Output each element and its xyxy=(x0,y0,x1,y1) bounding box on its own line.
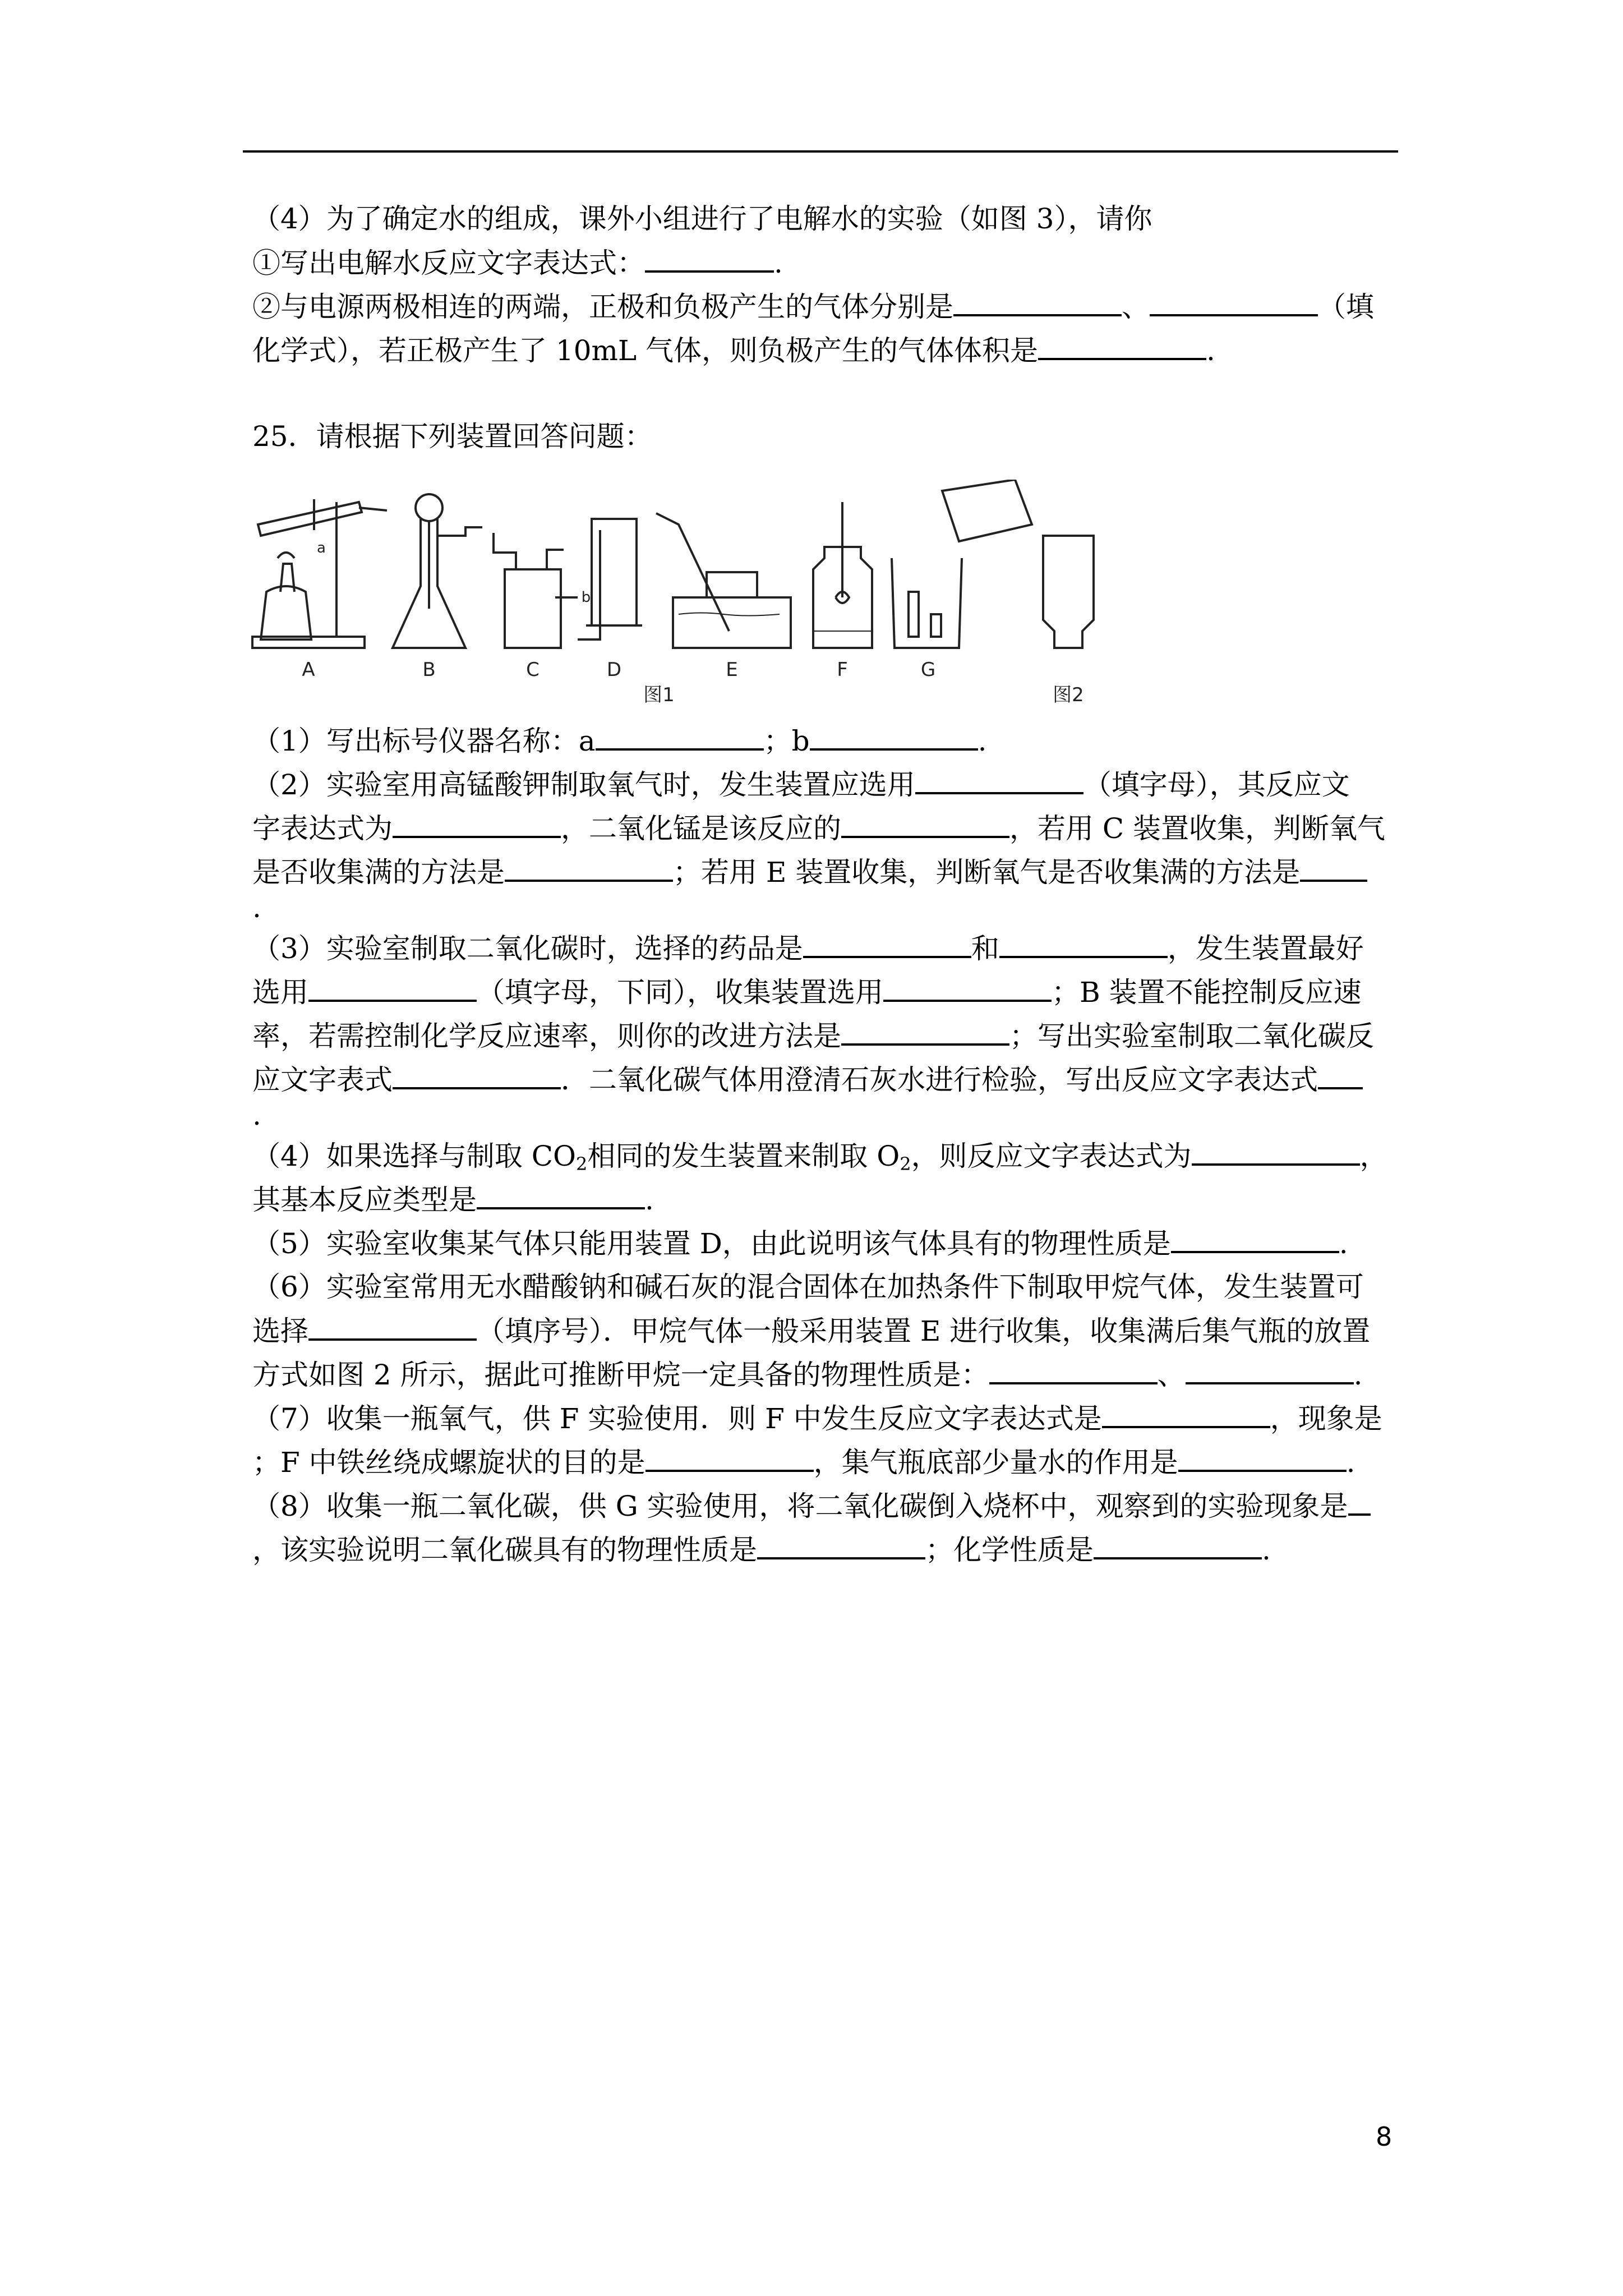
q4-2-cont: 化学式），若正极产生了 10mL 气体，则负极产生的气体体积是 . xyxy=(252,334,1215,367)
q25-3: （3）实验室制取二氧化碳时，选择的药品是 和 ，发生装置最好 xyxy=(252,932,1364,965)
answer-blank[interactable] xyxy=(1348,1489,1371,1516)
answer-blank[interactable] xyxy=(505,855,673,882)
answer-blank[interactable] xyxy=(596,724,764,751)
caption-fig1: 图1 xyxy=(643,684,675,706)
marker-a: a xyxy=(317,540,326,556)
q25-2-cont1: 字表达式为 ，二氧化锰是该反应的 ，若用 C 装置收集，判断氧气 xyxy=(252,812,1386,845)
q4-1: ①写出电解水反应文字表达式： . xyxy=(252,247,783,279)
answer-blank[interactable] xyxy=(308,1314,477,1341)
answer-blank[interactable] xyxy=(803,931,971,958)
figure2-jar xyxy=(1043,536,1094,648)
q25-4-cont: 其基本反应类型是 . xyxy=(252,1184,654,1216)
q25-3-cont3: 应文字表式 ．二氧化碳气体用澄清石灰水进行检验，写出反应文字表达式 xyxy=(252,1062,1363,1097)
answer-blank[interactable] xyxy=(1150,289,1318,316)
apparatus-c xyxy=(494,533,578,648)
q25-title: 25．请根据下列装置回答问题： xyxy=(252,420,653,453)
answer-blank[interactable] xyxy=(1038,333,1206,360)
apparatus-g xyxy=(892,480,1032,648)
answer-blank[interactable] xyxy=(477,1182,645,1209)
q25-3-cont2: 率，若需控制化学反应速率，则你的改进方法是 ；写出实验室制取二氧化碳反 xyxy=(252,1020,1374,1052)
q25-6-cont1: 选择 （填序号）．甲烷气体一般采用装置 E 进行收集，收集满后集气瓶的放置 xyxy=(252,1315,1371,1347)
label-f: F xyxy=(837,659,848,681)
answer-blank[interactable] xyxy=(1102,1401,1270,1428)
apparatus-b xyxy=(393,494,482,648)
answer-blank[interactable] xyxy=(999,931,1168,958)
answer-blank[interactable] xyxy=(757,1533,925,1559)
q25-7: （7）收集一瓶氧气，供 F 实验使用．则 F 中发生反应文字表达式是 ，现象是 xyxy=(252,1402,1382,1435)
apparatus-figure xyxy=(241,480,1166,715)
label-d: D xyxy=(606,659,622,681)
header-rule xyxy=(243,150,1398,153)
q25-3-cont1: 选用 （填字母，下同），收集装置选用 ；B 装置不能控制反应速 xyxy=(252,976,1362,1009)
apparatus-f xyxy=(813,502,872,648)
answer-blank[interactable] xyxy=(393,1062,561,1089)
q25-7-cont: ；F 中铁丝绕成螺旋状的目的是 ，集气瓶底部少量水的作用是 . xyxy=(252,1446,1355,1479)
caption-fig2: 图2 xyxy=(1053,684,1084,706)
answer-blank[interactable] xyxy=(1178,1445,1347,1472)
q4-2: ②与电源两极相连的两端，正极和负极产生的气体分别是 、 （填 xyxy=(252,291,1374,323)
label-e: E xyxy=(726,659,738,681)
label-g: G xyxy=(920,659,936,681)
answer-blank[interactable] xyxy=(308,975,477,1002)
answer-blank[interactable] xyxy=(1300,855,1367,882)
q25-2-end: . xyxy=(252,891,261,924)
q25-8: （8）收集一瓶二氧化碳，供 G 实验使用，将二氧化碳倒入烧杯中，观察到的实验现象是 xyxy=(252,1489,1371,1523)
answer-blank[interactable] xyxy=(645,1445,814,1472)
answer-blank[interactable] xyxy=(1094,1533,1262,1559)
answer-blank[interactable] xyxy=(810,724,978,751)
answer-blank[interactable] xyxy=(915,767,1083,794)
q25-5: （5）实验室收集某气体只能用装置 D，由此说明该气体具有的物理性质是 . xyxy=(252,1227,1348,1260)
q25-1: （1）写出标号仪器名称：a ；b . xyxy=(252,725,987,757)
marker-b: b xyxy=(581,589,591,606)
answer-blank[interactable] xyxy=(953,289,1122,316)
q25-6: （6）实验室常用无水醋酸钠和碱石灰的混合固体在加热条件下制取甲烷气体，发生装置可 xyxy=(252,1271,1364,1303)
answer-blank[interactable] xyxy=(645,246,774,273)
page-number: 8 xyxy=(1376,2122,1393,2152)
apparatus-a xyxy=(252,499,387,648)
answer-blank[interactable] xyxy=(841,811,1009,838)
label-a: A xyxy=(302,659,315,681)
apparatus-d xyxy=(578,519,642,639)
q25-8-cont: ，该实验说明二氧化碳具有的物理性质是 ；化学性质是 . xyxy=(252,1534,1271,1566)
q25-2: （2）实验室用高锰酸钾制取氧气时，发生装置应选用 （填字母），其反应文 xyxy=(252,769,1350,801)
answer-blank[interactable] xyxy=(841,1019,1009,1046)
q4-intro: （4）为了确定水的组成，课外小组进行了电解水的实验（如图 3），请你 xyxy=(252,203,1152,235)
q25-3-end: . xyxy=(252,1099,261,1131)
q25-2-cont2: 是否收集满的方法是 ；若用 E 装置收集，判断氧气是否收集满的方法是 xyxy=(252,855,1367,889)
answer-blank[interactable] xyxy=(989,1358,1158,1384)
label-c: C xyxy=(526,659,540,681)
q25-6-cont2: 方式如图 2 所示，据此可推断甲烷一定具备的物理性质是： 、 . xyxy=(252,1359,1363,1391)
answer-blank[interactable] xyxy=(393,811,561,838)
apparatus-e xyxy=(656,513,791,648)
q25-4: （4）如果选择与制取 $CO_2$相同的发生装置来制取 $O_2$，则反应文字表达式为 ， xyxy=(252,1140,1388,1175)
answer-blank[interactable] xyxy=(883,975,1052,1002)
answer-blank[interactable] xyxy=(1318,1062,1363,1089)
answer-blank[interactable] xyxy=(1192,1139,1360,1166)
answer-blank[interactable] xyxy=(1186,1358,1354,1384)
label-b: B xyxy=(422,659,436,681)
answer-blank[interactable] xyxy=(1171,1226,1339,1253)
